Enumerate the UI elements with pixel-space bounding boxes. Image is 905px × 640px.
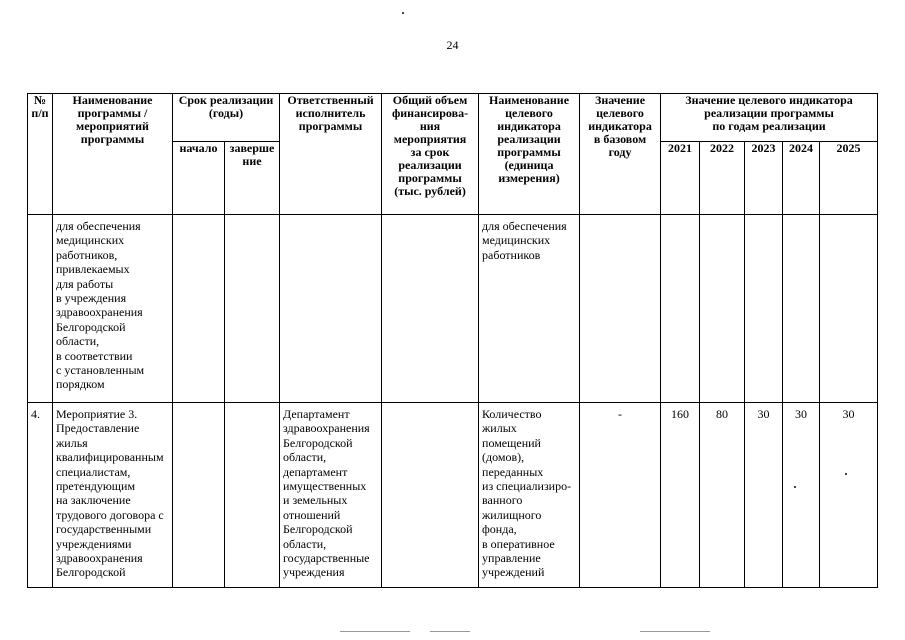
cell-executor [280,215,382,403]
scan-edge-line [340,631,410,632]
header-target-values: Значение целевого индикатора реализации программы по годам реализации [661,94,878,142]
cell-num [28,215,53,403]
cell-end [225,403,280,588]
cell-funding [382,403,479,588]
cell-value-2022 [700,215,745,403]
header-funding: Общий объем финансирова- ния мероприятия за срок реализации программы (тыс. рублей) [382,94,479,215]
cell-base-value: - [580,403,661,588]
header-base-value: Значение целевого индикатора в базовом году [580,94,661,215]
cell-value-2023: 30 [745,403,783,588]
cell-value-2025: 30 [820,403,878,588]
cell-base-value [580,215,661,403]
cell-value-2023 [745,215,783,403]
program-table [27,93,878,588]
header-executor: Ответственный исполнитель программы [280,94,382,215]
page-number: 24 [446,38,459,52]
cell-indicator-name: для обеспечения медицинских работников [479,215,580,403]
cell-executor: Департамент здравоохранения Белгородской области, департамент имущественных и земельных отношений Белгородской области, государственные учреждения [280,403,382,588]
cell-start [173,215,225,403]
header-period-end: заверше ние [225,142,280,215]
cell-value-2024: 30 [783,403,820,588]
table-row [28,215,878,403]
cell-end [225,215,280,403]
cell-funding [382,215,479,403]
cell-program-name: для обеспечения медицинских работников, привлекаемых для работы в учреждения здравоохранения Белгородской области, в соответствии с установленным порядком [53,215,173,403]
scan-speck [402,12,404,14]
header-num: № п/п [28,94,53,215]
table-row [28,403,878,588]
header-year: 2022 [700,142,745,215]
header-indicator-name: Наименование целевого индикатора реализации программы (единица измерения) [479,94,580,215]
header-year: 2024 [783,142,820,215]
header-program-name: Наименование программы / мероприятий программы [53,94,173,215]
cell-value-2021 [661,215,700,403]
scan-edge-line [430,631,470,632]
cell-value-2024 [783,215,820,403]
cell-value-2022: 80 [700,403,745,588]
cell-start [173,403,225,588]
cell-num: 4. [28,403,53,588]
cell-program-name: Мероприятие 3. Предоставление жилья квалифицированным специалистам, претендующим на заключение трудового договора с государственными учреждениями здравоохранения Белгородской [53,403,173,588]
header-year: 2025 [820,142,878,215]
header-year: 2023 [745,142,783,215]
cell-value-2025 [820,215,878,403]
cell-value-2021: 160 [661,403,700,588]
cell-indicator-name: Количество жилых помещений (домов), переданных из специализиро- ванного жилищного фонда, в оперативное управление учреждений [479,403,580,588]
header-period: Срок реализации (годы) [173,94,280,142]
scan-edge-line [640,631,710,632]
header-year: 2021 [661,142,700,215]
header-period-start: начало [173,142,225,215]
